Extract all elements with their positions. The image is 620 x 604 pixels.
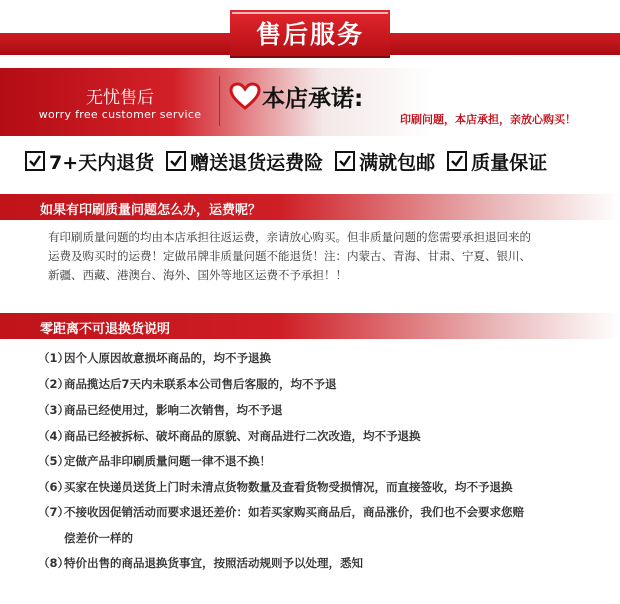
- rule-text: 商品揽达后7天内未联系本公司售后客服的，均不予退: [64, 377, 337, 391]
- title-highlight: [232, 12, 388, 14]
- rule-text: 因个人原因故意损坏商品的，均不予退换: [64, 351, 271, 365]
- shipping-line: 新疆、西藏、港澳台、海外、国外等地区运费不予承担！！: [48, 268, 347, 282]
- rule-text: 商品已经使用过，影响二次销售，均不予退: [64, 403, 283, 417]
- guarantee-label: 赠送退货运费险: [190, 151, 324, 174]
- rule-item: [38, 500, 578, 524]
- rule-item: [38, 449, 578, 473]
- worry-free-subtitle: worry free customer service: [38, 108, 202, 121]
- shipping-line: 有印刷质量问题的均由本店承担往返运费，亲请放心购买。但非质量问题的您需要承担退回来的: [48, 230, 531, 244]
- guarantee-label: 质量保证: [471, 151, 548, 174]
- guarantee-item: [166, 148, 323, 175]
- rule-item: [38, 475, 578, 499]
- worry-free-title: 无忧售后: [86, 88, 154, 108]
- rule-text: 不接收因促销活动而要求退还差价：如若买家购买商品后，商品涨价，我们也不会要求您赔: [64, 505, 524, 519]
- rule-number: （1）: [38, 351, 70, 365]
- rule-number: （8）: [38, 556, 70, 570]
- shipping-heading: 如果有印刷质量问题怎么办，运费呢？: [40, 203, 262, 218]
- banner-divider: [219, 76, 220, 126]
- rule-item: [38, 551, 578, 575]
- rule-item: [38, 372, 578, 396]
- guarantee-list: [25, 146, 559, 176]
- guarantee-label: 7+天内退货: [49, 151, 155, 174]
- promise-subtitle: 印刷问题，本店承担，亲放心购买！: [400, 113, 576, 126]
- check-icon: [166, 151, 186, 171]
- guarantee-item: [447, 148, 547, 175]
- check-icon: [25, 151, 45, 171]
- rule-item: [38, 424, 578, 448]
- rule-text: 商品已经被拆标、破坏商品的原貌、对商品进行二次改造，均不予退换: [64, 429, 421, 443]
- promise-title: 本店承诺:: [262, 86, 364, 112]
- rule-number: （7）: [38, 505, 70, 519]
- rule-number: （4）: [38, 429, 70, 443]
- guarantee-item: [335, 148, 435, 175]
- rule-continuation: 偿差价一样的: [64, 531, 133, 545]
- rule-item: [38, 398, 578, 422]
- rule-number: （5）: [38, 454, 70, 468]
- shipping-line: 运费及购买时的运费！定做吊牌非质量问题不能退货！注：内蒙古、青海、甘肃、宁夏、银川、: [48, 249, 531, 263]
- check-icon: [447, 151, 467, 171]
- page-title: 售后服务: [230, 10, 390, 58]
- shipping-text: [48, 228, 588, 285]
- heart-icon: [229, 82, 261, 110]
- guarantee-item: [25, 148, 154, 175]
- rule-text: 定做产品非印刷质量问题一律不退不换！: [64, 454, 271, 468]
- rules-heading: 零距离不可退换货说明: [40, 322, 171, 337]
- rule-item: [38, 346, 578, 370]
- check-icon: [335, 151, 355, 171]
- guarantee-label: 满就包邮: [359, 151, 436, 174]
- rule-number: （6）: [38, 480, 70, 494]
- rule-number: （2）: [38, 377, 70, 391]
- rule-text: 买家在快递员送货上门时未清点货物数量及查看货物受损情况，而直接签收，均不予退换: [64, 480, 513, 494]
- rule-number: （3）: [38, 403, 70, 417]
- rule-text: 特价出售的商品退换货事宜，按照活动规则予以处理，悉知: [64, 556, 363, 570]
